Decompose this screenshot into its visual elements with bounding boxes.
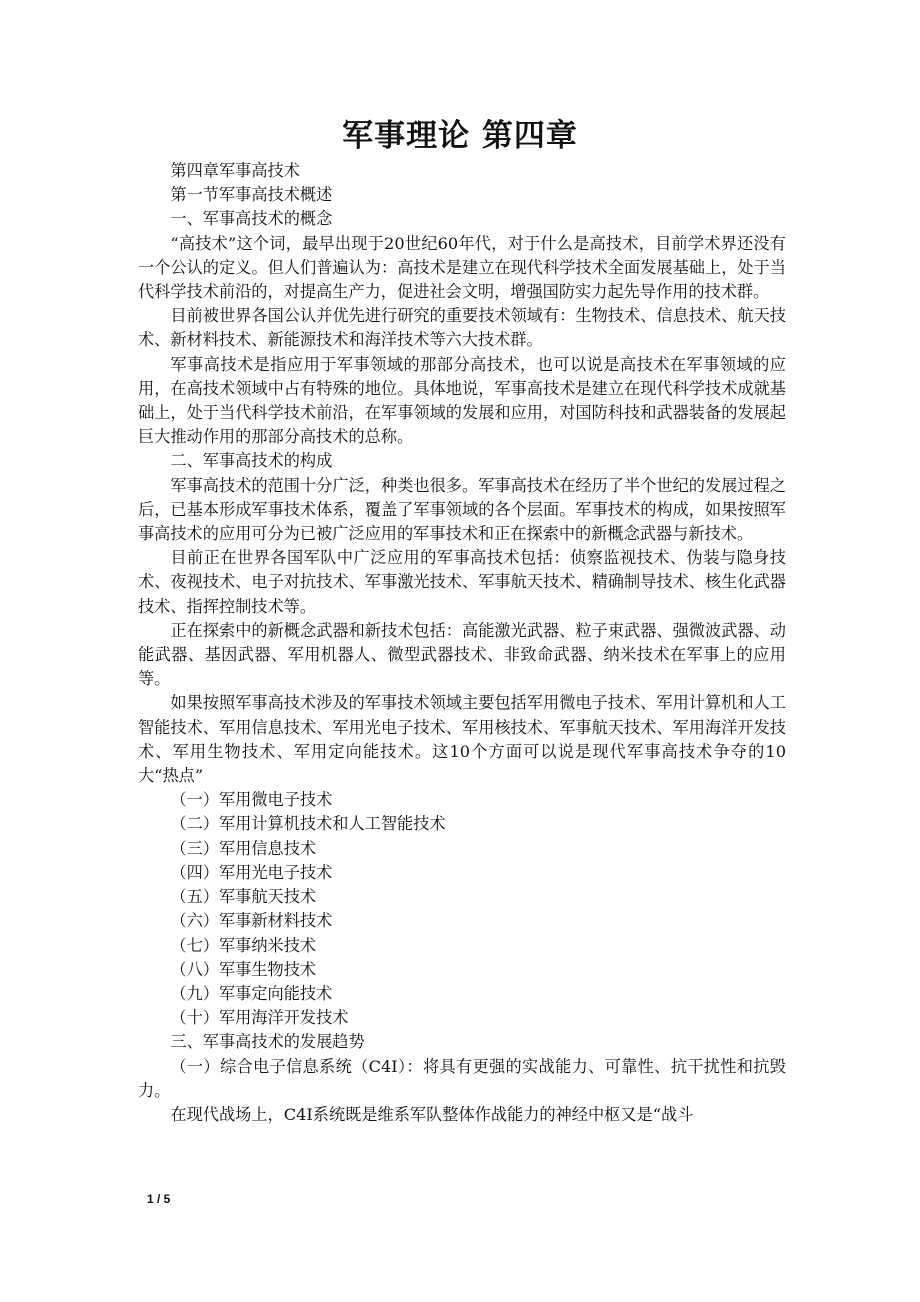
paragraph: 军事高技术是指应用于军事领域的那部分高技术，也可以说是高技术在军事领域的应用，在高技术领域中占有特殊的地位。具体地说，军事高技术是建立在现代科学技术成就基础上，处于当代科学技术前沿，在军事领域的发展和应用，对国防科技和武器装备的发展起巨大推动作用的那部分高技术的总称。 (138, 354, 786, 447)
list-item: （七）军事纳米技术 (170, 935, 317, 955)
list-item: （十）军用海洋开发技术 (170, 1008, 349, 1028)
list-item: （六）军事新材料技术 (170, 911, 333, 931)
section-heading: 第一节军事高技术概述 (170, 185, 333, 205)
paragraph: “高技术”这个词，最早出现于20世纪60年代，对于什么是高技术，目前学术界还没有一个公认的定义。但人们普遍认为：高技术是建立在现代科学技术全面发展基础上，处于当代科学技术前沿的，对提高生产力，促进社会文明，增强国防实力起先导作用的技术群。 (138, 233, 786, 302)
list-item: （九）军事定向能技术 (170, 983, 333, 1003)
paragraph: （一）综合电子信息系统（C4I）：将具有更强的实战能力、可靠性、抗干扰性和抗毁力。 (138, 1056, 786, 1100)
paragraph: 正在探索中的新概念武器和新技术包括：高能激光武器、粒子束武器、强微波武器、动能武器、基因武器、军用机器人、微型武器技术、非致命武器、纳米技术在军事上的应用等。 (138, 620, 786, 689)
paragraph: 军事高技术的范围十分广泛，种类也很多。军事高技术在经历了半个世纪的发展过程之后，已基本形成军事技术体系，覆盖了军事领域的各个层面。军事技术的构成，如果按照军事高技术的应用可分为已被广泛应用的军事技术和正在探索中的新概念武器与新技术。 (138, 475, 786, 544)
chapter-heading: 第四章军事高技术 (170, 161, 300, 180)
list-item: （八）军事生物技术 (170, 959, 317, 979)
list-item: （五）军事航天技术 (170, 887, 317, 907)
paragraph: 目前正在世界各国军队中广泛应用的军事高技术包括：侦察监视技术、伪装与隐身技术、夜视技术、电子对抗技术、军事激光技术、军事航天技术、精确制导技术、核生化武器技术、指挥控制技术等。 (138, 548, 786, 616)
subsection-heading: 三、军事高技术的发展趋势 (170, 1032, 365, 1052)
list-item: （二）军用计算机技术和人工智能技术 (170, 814, 446, 834)
document-title: 军事理论 第四章 (342, 118, 578, 154)
list-item: （三）军用信息技术 (170, 838, 317, 858)
paragraph: 在现代战场上，C4I系统既是维系军队整体作战能力的神经中枢又是“战斗 (170, 1104, 694, 1124)
subsection-heading: 二、军事高技术的构成 (170, 451, 333, 471)
paragraph: 如果按照军事高技术涉及的军事技术领域主要包括军用微电子技术、军用计算机和人工智能技术、军用信息技术、军用光电子技术、军用核技术、军事航天技术、军用海洋开发技术、军用生物技术、军用定向能技术。这10个方面可以说是现代军事高技术争夺的10大“热点” (138, 693, 786, 786)
list-item: （一）军用微电子技术 (170, 790, 333, 810)
list-item: （四）军用光电子技术 (170, 862, 333, 882)
subsection-heading: 一、军事高技术的概念 (170, 209, 333, 229)
paragraph: 目前被世界各国公认并优先进行研究的重要技术领域有：生物技术、信息技术、航天技术、新材料技术、新能源技术和海洋技术等六大技术群。 (138, 306, 786, 350)
document-body (138, 159, 786, 1127)
page-number: 1 / 5 (147, 1192, 171, 1206)
